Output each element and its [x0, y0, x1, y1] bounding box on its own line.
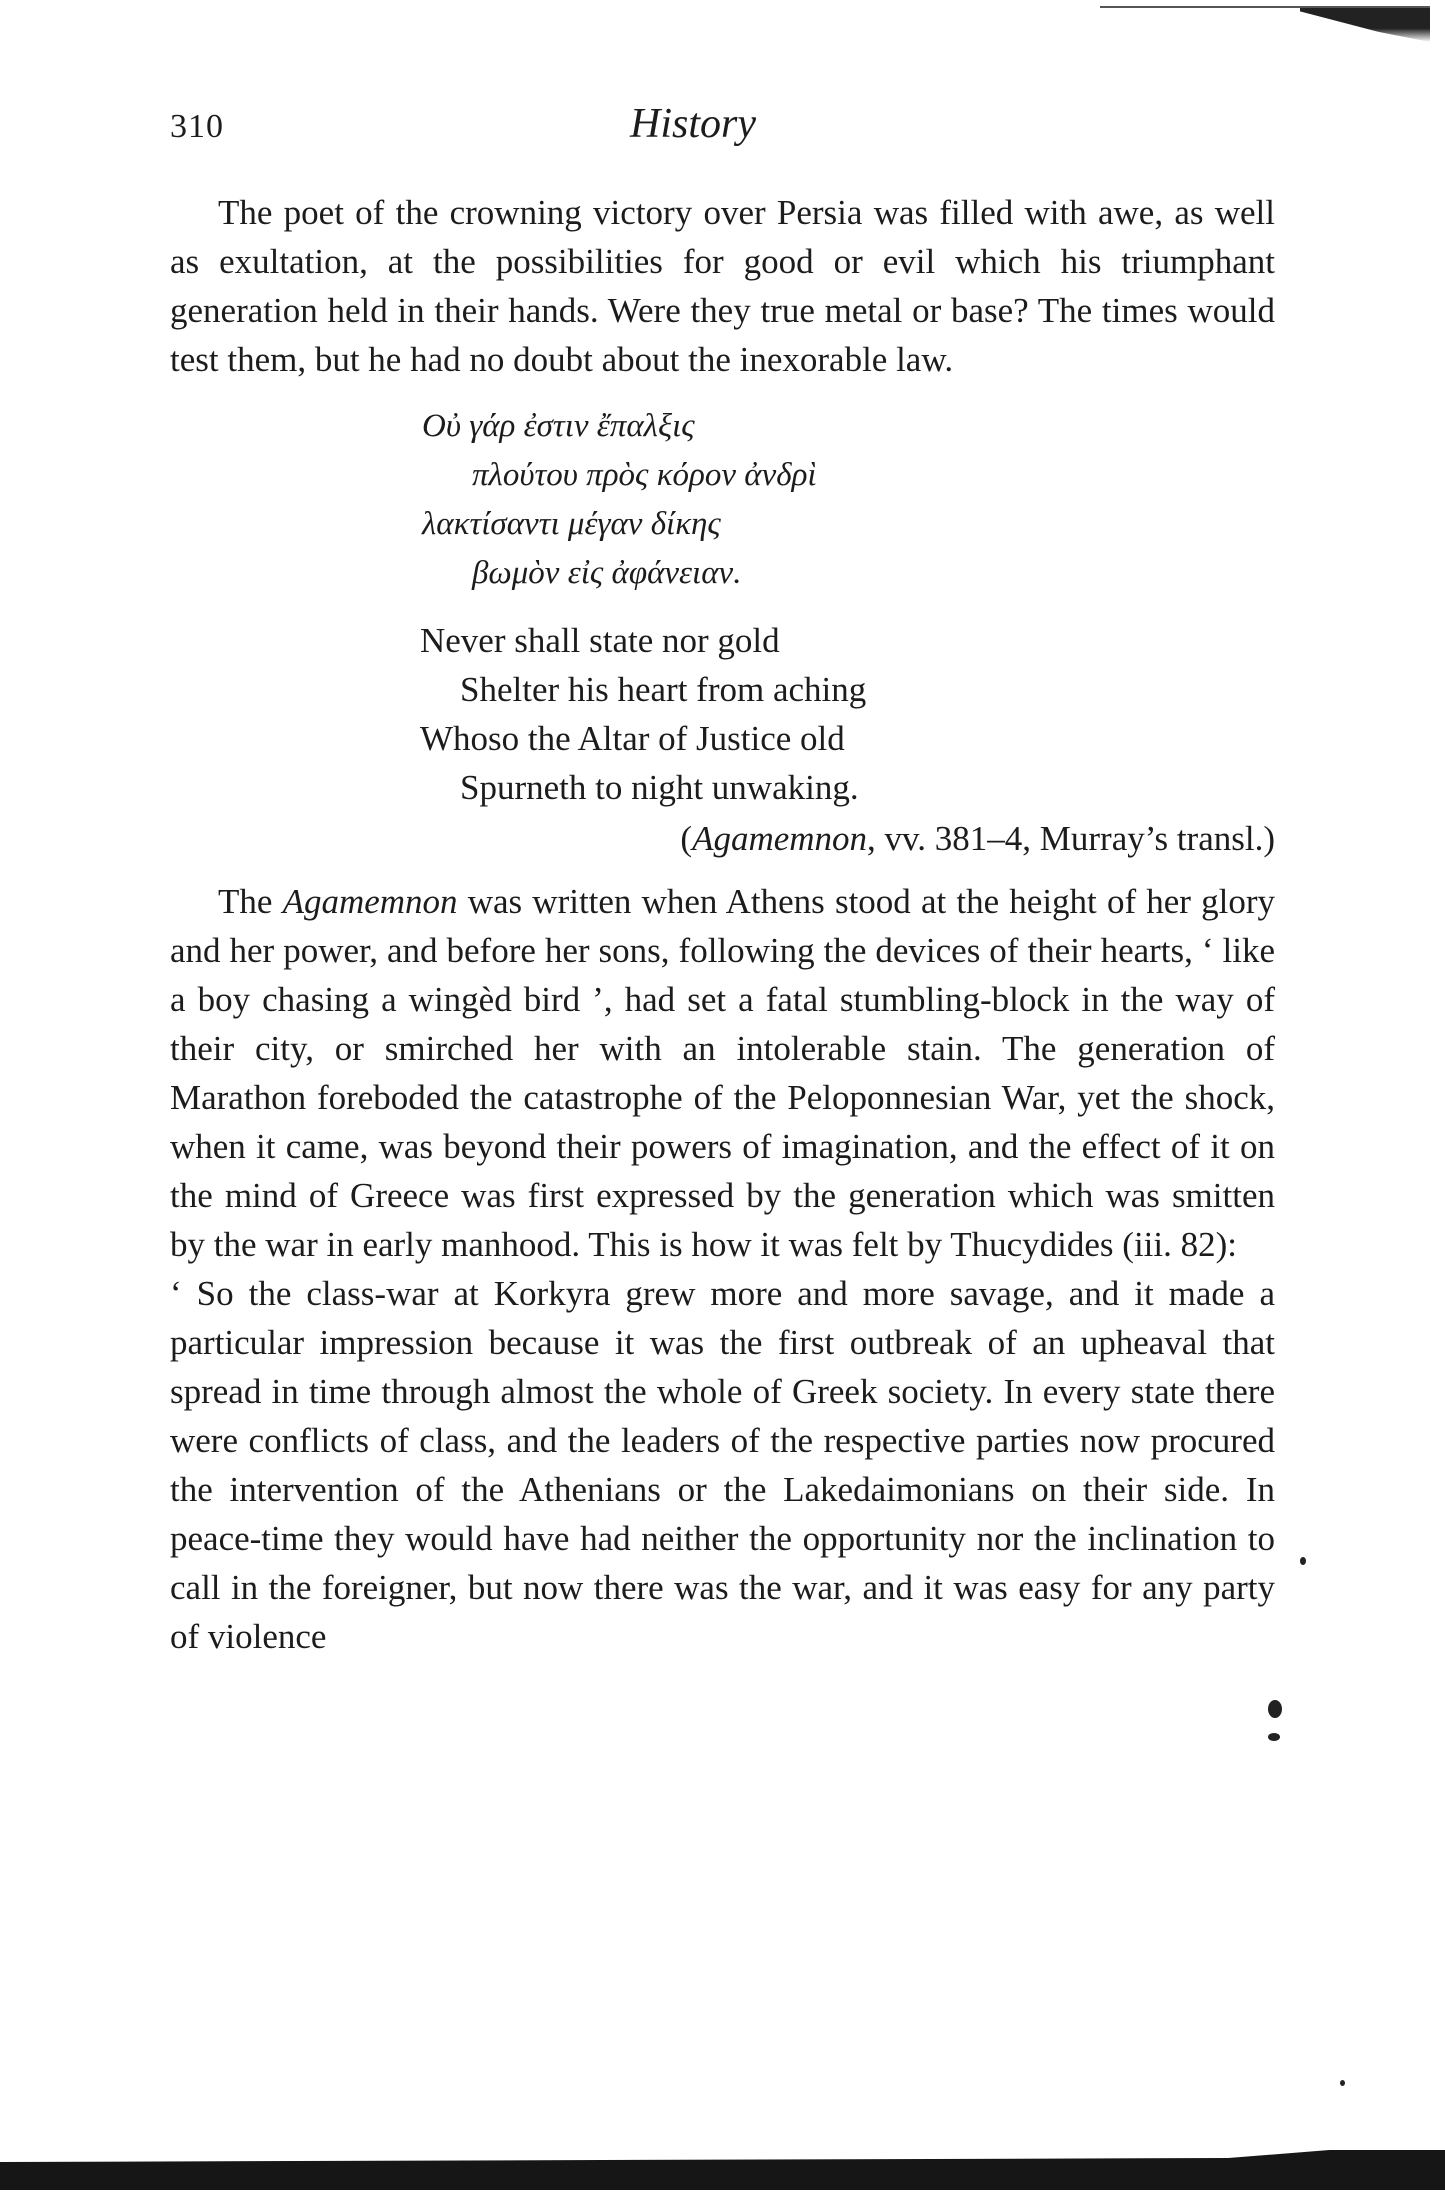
scan-speck	[1300, 1557, 1306, 1565]
greek-line: λακτίσαντι μέγαν δίκης	[422, 506, 721, 542]
verse-line: Whoso the Altar of Justice old	[420, 719, 845, 758]
scan-speck	[1268, 1700, 1282, 1718]
verse-line: Shelter his heart from aching	[460, 670, 867, 709]
verse-citation	[170, 814, 1275, 863]
scan-edge-top-line	[1100, 6, 1430, 8]
paragraph-1: The poet of the crowning victory over Persia was filled with awe, as well as exultation, at the possibilities for good or evil which his triumphant generation held in their hands. Were they true metal or base? The times would test them, but he had no doubt about the inexorable law.	[170, 193, 1275, 379]
greek-line: Οὐ γάρ ἐστιν ἔπαλξις	[422, 408, 695, 444]
greek-quotation	[422, 402, 1275, 598]
paragraph-2-lead: The	[218, 882, 283, 921]
scan-edge-top-shadow	[1300, 8, 1430, 42]
page-body	[170, 188, 1275, 1661]
paragraph-3-quotation: ‘ So the class-war at Korkyra grew more and more savage, and it made a particular impression because it was the first outbreak of an upheaval that spread in time through almost the whole of Greek society. In every state there were conflicts of class, and the leaders of the respective parties now procured the intervention of the Athenians or the Lakedaimonians on their side. In peace-time they would have had neither the opportunity nor the inclination to call in the foreigner, but now there was the war, and it was easy for any party of violence	[170, 1274, 1275, 1656]
citation-rest: , vv. 381–4, Murray’s transl.)	[867, 819, 1275, 858]
greek-line: πλούτου πρὸς κόρον ἀνδρὶ	[472, 457, 817, 493]
running-head: History	[630, 101, 756, 147]
greek-line: βωμὸν εἰς ἀφάνειαν.	[472, 555, 742, 591]
page-header	[170, 100, 1275, 160]
scan-speck	[1268, 1733, 1280, 1741]
citation-title: Agamemnon	[692, 819, 868, 858]
citation-open: (	[680, 819, 693, 858]
scan-edge-bottom-shadow	[0, 2150, 1445, 2190]
verse-line: Spurneth to night unwaking.	[460, 768, 859, 807]
scan-speck	[1340, 2080, 1345, 2086]
verse-translation	[420, 616, 1275, 812]
page-number: 310	[170, 108, 224, 145]
paragraph-2-rest: was written when Athens stood at the height of her glory and her power, and before her sons, following the devices of their hearts, ‘ like a boy chasing a wingèd bird ’, had set a fatal stumbling-block in the way of their city, or smirched her with an intolerable stain. The generation of Marathon foreboded the catastrophe of the Peloponnesian War, yet the shock, when it came, was beyond their powers of imagination, and the effect of it on the mind of Greece was first expressed by the generation which was smitten by the war in early manhood. This is how it was felt by Thucydides (iii. 82):	[170, 882, 1275, 1264]
verse-line: Never shall state nor gold	[420, 621, 780, 660]
paragraph-2-title: Agamemnon	[282, 882, 458, 921]
paragraph-2	[170, 877, 1275, 1269]
